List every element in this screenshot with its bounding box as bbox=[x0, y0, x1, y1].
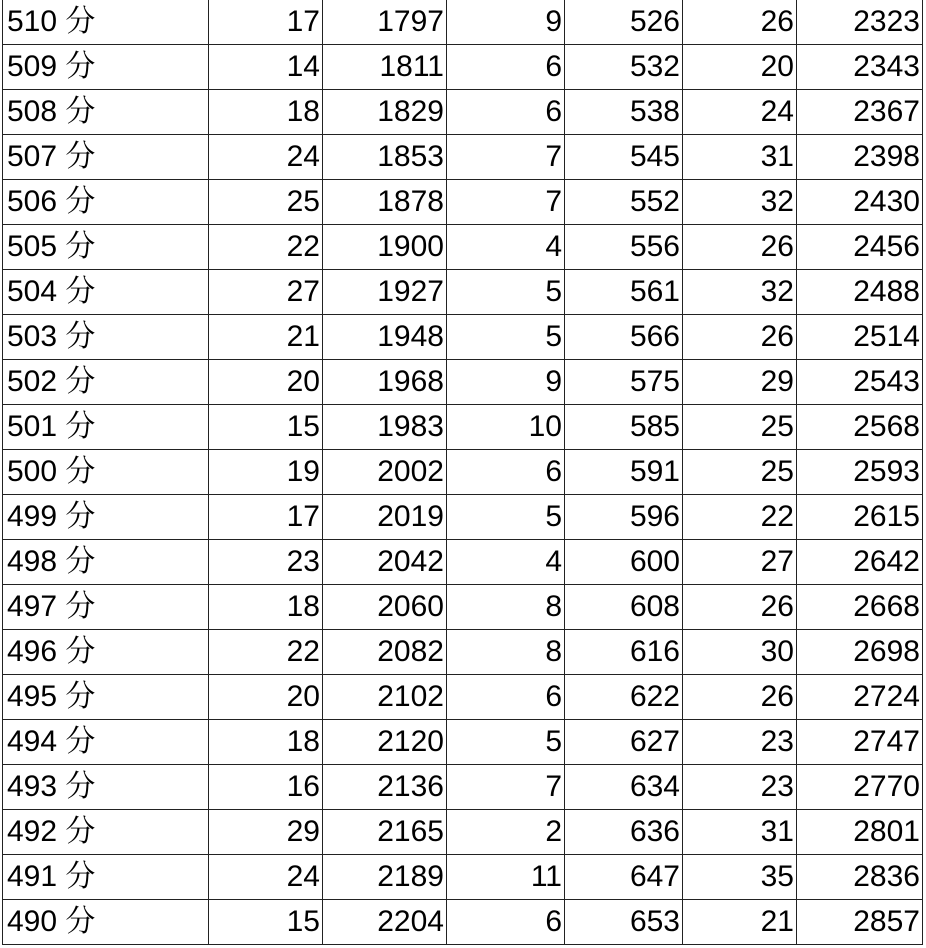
value-cell-col4: 566 bbox=[565, 315, 683, 360]
score-cell: 503 分 bbox=[3, 315, 209, 360]
value-cell-col5: 29 bbox=[683, 360, 797, 405]
value-cell-col1: 27 bbox=[209, 270, 323, 315]
score-cell: 496 分 bbox=[3, 630, 209, 675]
value-cell-col3: 8 bbox=[447, 630, 565, 675]
score-cell: 504 分 bbox=[3, 270, 209, 315]
value-cell-col1: 29 bbox=[209, 810, 323, 855]
value-cell-col1: 24 bbox=[209, 135, 323, 180]
score-table-body bbox=[3, 0, 923, 945]
value-cell-col6: 2836 bbox=[797, 855, 923, 900]
value-cell-col2: 2002 bbox=[323, 450, 447, 495]
value-cell-col2: 1948 bbox=[323, 315, 447, 360]
table-row bbox=[3, 270, 923, 315]
value-cell-col3: 11 bbox=[447, 855, 565, 900]
score-cell: 507 分 bbox=[3, 135, 209, 180]
value-cell-col5: 35 bbox=[683, 855, 797, 900]
value-cell-col5: 21 bbox=[683, 900, 797, 945]
value-cell-col3: 8 bbox=[447, 585, 565, 630]
value-cell-col2: 2060 bbox=[323, 585, 447, 630]
value-cell-col5: 32 bbox=[683, 180, 797, 225]
value-cell-col3: 4 bbox=[447, 540, 565, 585]
value-cell-col3: 9 bbox=[447, 0, 565, 45]
value-cell-col2: 1927 bbox=[323, 270, 447, 315]
table-row bbox=[3, 900, 923, 945]
value-cell-col1: 24 bbox=[209, 855, 323, 900]
score-cell: 495 分 bbox=[3, 675, 209, 720]
value-cell-col1: 15 bbox=[209, 405, 323, 450]
table-row bbox=[3, 135, 923, 180]
value-cell-col4: 616 bbox=[565, 630, 683, 675]
value-cell-col6: 2568 bbox=[797, 405, 923, 450]
value-cell-col1: 17 bbox=[209, 495, 323, 540]
value-cell-col5: 24 bbox=[683, 90, 797, 135]
value-cell-col4: 585 bbox=[565, 405, 683, 450]
value-cell-col5: 26 bbox=[683, 225, 797, 270]
score-cell: 501 分 bbox=[3, 405, 209, 450]
value-cell-col5: 30 bbox=[683, 630, 797, 675]
value-cell-col3: 4 bbox=[447, 225, 565, 270]
score-cell: 509 分 bbox=[3, 45, 209, 90]
value-cell-col6: 2430 bbox=[797, 180, 923, 225]
value-cell-col4: 591 bbox=[565, 450, 683, 495]
value-cell-col3: 5 bbox=[447, 495, 565, 540]
table-row bbox=[3, 45, 923, 90]
value-cell-col6: 2857 bbox=[797, 900, 923, 945]
value-cell-col5: 25 bbox=[683, 450, 797, 495]
value-cell-col3: 6 bbox=[447, 900, 565, 945]
table-row bbox=[3, 450, 923, 495]
value-cell-col6: 2698 bbox=[797, 630, 923, 675]
value-cell-col1: 15 bbox=[209, 900, 323, 945]
value-cell-col3: 6 bbox=[447, 675, 565, 720]
value-cell-col1: 20 bbox=[209, 675, 323, 720]
value-cell-col5: 26 bbox=[683, 675, 797, 720]
table-row bbox=[3, 225, 923, 270]
value-cell-col2: 1797 bbox=[323, 0, 447, 45]
value-cell-col4: 634 bbox=[565, 765, 683, 810]
value-cell-col6: 2323 bbox=[797, 0, 923, 45]
value-cell-col1: 18 bbox=[209, 90, 323, 135]
value-cell-col6: 2747 bbox=[797, 720, 923, 765]
score-cell: 510 分 bbox=[3, 0, 209, 45]
value-cell-col4: 538 bbox=[565, 90, 683, 135]
table-row bbox=[3, 810, 923, 855]
table-row bbox=[3, 315, 923, 360]
value-cell-col6: 2367 bbox=[797, 90, 923, 135]
table-row bbox=[3, 630, 923, 675]
value-cell-col4: 556 bbox=[565, 225, 683, 270]
value-cell-col5: 31 bbox=[683, 810, 797, 855]
value-cell-col3: 7 bbox=[447, 135, 565, 180]
table-row bbox=[3, 765, 923, 810]
value-cell-col1: 21 bbox=[209, 315, 323, 360]
value-cell-col1: 17 bbox=[209, 0, 323, 45]
table-row bbox=[3, 0, 923, 45]
value-cell-col4: 608 bbox=[565, 585, 683, 630]
value-cell-col3: 2 bbox=[447, 810, 565, 855]
value-cell-col2: 2102 bbox=[323, 675, 447, 720]
value-cell-col4: 600 bbox=[565, 540, 683, 585]
value-cell-col1: 22 bbox=[209, 630, 323, 675]
value-cell-col1: 25 bbox=[209, 180, 323, 225]
score-cell: 498 分 bbox=[3, 540, 209, 585]
value-cell-col3: 7 bbox=[447, 765, 565, 810]
value-cell-col1: 19 bbox=[209, 450, 323, 495]
value-cell-col1: 18 bbox=[209, 585, 323, 630]
value-cell-col3: 5 bbox=[447, 315, 565, 360]
value-cell-col4: 545 bbox=[565, 135, 683, 180]
value-cell-col4: 627 bbox=[565, 720, 683, 765]
value-cell-col2: 1811 bbox=[323, 45, 447, 90]
value-cell-col6: 2724 bbox=[797, 675, 923, 720]
table-row bbox=[3, 90, 923, 135]
value-cell-col1: 22 bbox=[209, 225, 323, 270]
value-cell-col5: 32 bbox=[683, 270, 797, 315]
value-cell-col4: 526 bbox=[565, 0, 683, 45]
score-cell: 493 分 bbox=[3, 765, 209, 810]
value-cell-col4: 552 bbox=[565, 180, 683, 225]
value-cell-col3: 6 bbox=[447, 90, 565, 135]
value-cell-col5: 26 bbox=[683, 585, 797, 630]
value-cell-col4: 532 bbox=[565, 45, 683, 90]
score-cell: 500 分 bbox=[3, 450, 209, 495]
value-cell-col3: 6 bbox=[447, 45, 565, 90]
table-row bbox=[3, 585, 923, 630]
table-row bbox=[3, 855, 923, 900]
score-table bbox=[2, 0, 923, 945]
table-row bbox=[3, 180, 923, 225]
value-cell-col2: 2120 bbox=[323, 720, 447, 765]
value-cell-col3: 7 bbox=[447, 180, 565, 225]
value-cell-col4: 596 bbox=[565, 495, 683, 540]
value-cell-col4: 653 bbox=[565, 900, 683, 945]
value-cell-col1: 14 bbox=[209, 45, 323, 90]
value-cell-col5: 26 bbox=[683, 0, 797, 45]
value-cell-col5: 23 bbox=[683, 765, 797, 810]
value-cell-col6: 2343 bbox=[797, 45, 923, 90]
value-cell-col2: 2136 bbox=[323, 765, 447, 810]
value-cell-col1: 23 bbox=[209, 540, 323, 585]
value-cell-col6: 2801 bbox=[797, 810, 923, 855]
value-cell-col6: 2668 bbox=[797, 585, 923, 630]
value-cell-col2: 2189 bbox=[323, 855, 447, 900]
score-cell: 491 分 bbox=[3, 855, 209, 900]
table-row bbox=[3, 360, 923, 405]
value-cell-col6: 2642 bbox=[797, 540, 923, 585]
value-cell-col2: 1829 bbox=[323, 90, 447, 135]
value-cell-col5: 20 bbox=[683, 45, 797, 90]
value-cell-col6: 2514 bbox=[797, 315, 923, 360]
score-cell: 505 分 bbox=[3, 225, 209, 270]
score-cell: 502 分 bbox=[3, 360, 209, 405]
score-cell: 494 分 bbox=[3, 720, 209, 765]
value-cell-col1: 20 bbox=[209, 360, 323, 405]
value-cell-col3: 6 bbox=[447, 450, 565, 495]
value-cell-col2: 2165 bbox=[323, 810, 447, 855]
table-row bbox=[3, 720, 923, 765]
value-cell-col2: 1968 bbox=[323, 360, 447, 405]
value-cell-col5: 27 bbox=[683, 540, 797, 585]
value-cell-col2: 2204 bbox=[323, 900, 447, 945]
value-cell-col3: 10 bbox=[447, 405, 565, 450]
score-cell: 497 分 bbox=[3, 585, 209, 630]
value-cell-col5: 22 bbox=[683, 495, 797, 540]
value-cell-col6: 2770 bbox=[797, 765, 923, 810]
value-cell-col2: 1983 bbox=[323, 405, 447, 450]
value-cell-col4: 636 bbox=[565, 810, 683, 855]
value-cell-col5: 23 bbox=[683, 720, 797, 765]
value-cell-col2: 1853 bbox=[323, 135, 447, 180]
value-cell-col5: 26 bbox=[683, 315, 797, 360]
score-cell: 508 分 bbox=[3, 90, 209, 135]
value-cell-col5: 31 bbox=[683, 135, 797, 180]
value-cell-col4: 647 bbox=[565, 855, 683, 900]
score-cell: 499 分 bbox=[3, 495, 209, 540]
value-cell-col6: 2615 bbox=[797, 495, 923, 540]
value-cell-col3: 5 bbox=[447, 720, 565, 765]
score-cell: 492 分 bbox=[3, 810, 209, 855]
value-cell-col4: 622 bbox=[565, 675, 683, 720]
value-cell-col4: 575 bbox=[565, 360, 683, 405]
value-cell-col6: 2543 bbox=[797, 360, 923, 405]
value-cell-col2: 1878 bbox=[323, 180, 447, 225]
value-cell-col2: 2042 bbox=[323, 540, 447, 585]
value-cell-col6: 2456 bbox=[797, 225, 923, 270]
value-cell-col6: 2398 bbox=[797, 135, 923, 180]
value-cell-col1: 16 bbox=[209, 765, 323, 810]
value-cell-col6: 2593 bbox=[797, 450, 923, 495]
table-row bbox=[3, 540, 923, 585]
value-cell-col1: 18 bbox=[209, 720, 323, 765]
score-cell: 490 分 bbox=[3, 900, 209, 945]
value-cell-col3: 5 bbox=[447, 270, 565, 315]
value-cell-col2: 2019 bbox=[323, 495, 447, 540]
value-cell-col3: 9 bbox=[447, 360, 565, 405]
value-cell-col2: 1900 bbox=[323, 225, 447, 270]
score-cell: 506 分 bbox=[3, 180, 209, 225]
value-cell-col5: 25 bbox=[683, 405, 797, 450]
value-cell-col4: 561 bbox=[565, 270, 683, 315]
table-row bbox=[3, 405, 923, 450]
table-row bbox=[3, 675, 923, 720]
value-cell-col2: 2082 bbox=[323, 630, 447, 675]
value-cell-col6: 2488 bbox=[797, 270, 923, 315]
table-row bbox=[3, 495, 923, 540]
